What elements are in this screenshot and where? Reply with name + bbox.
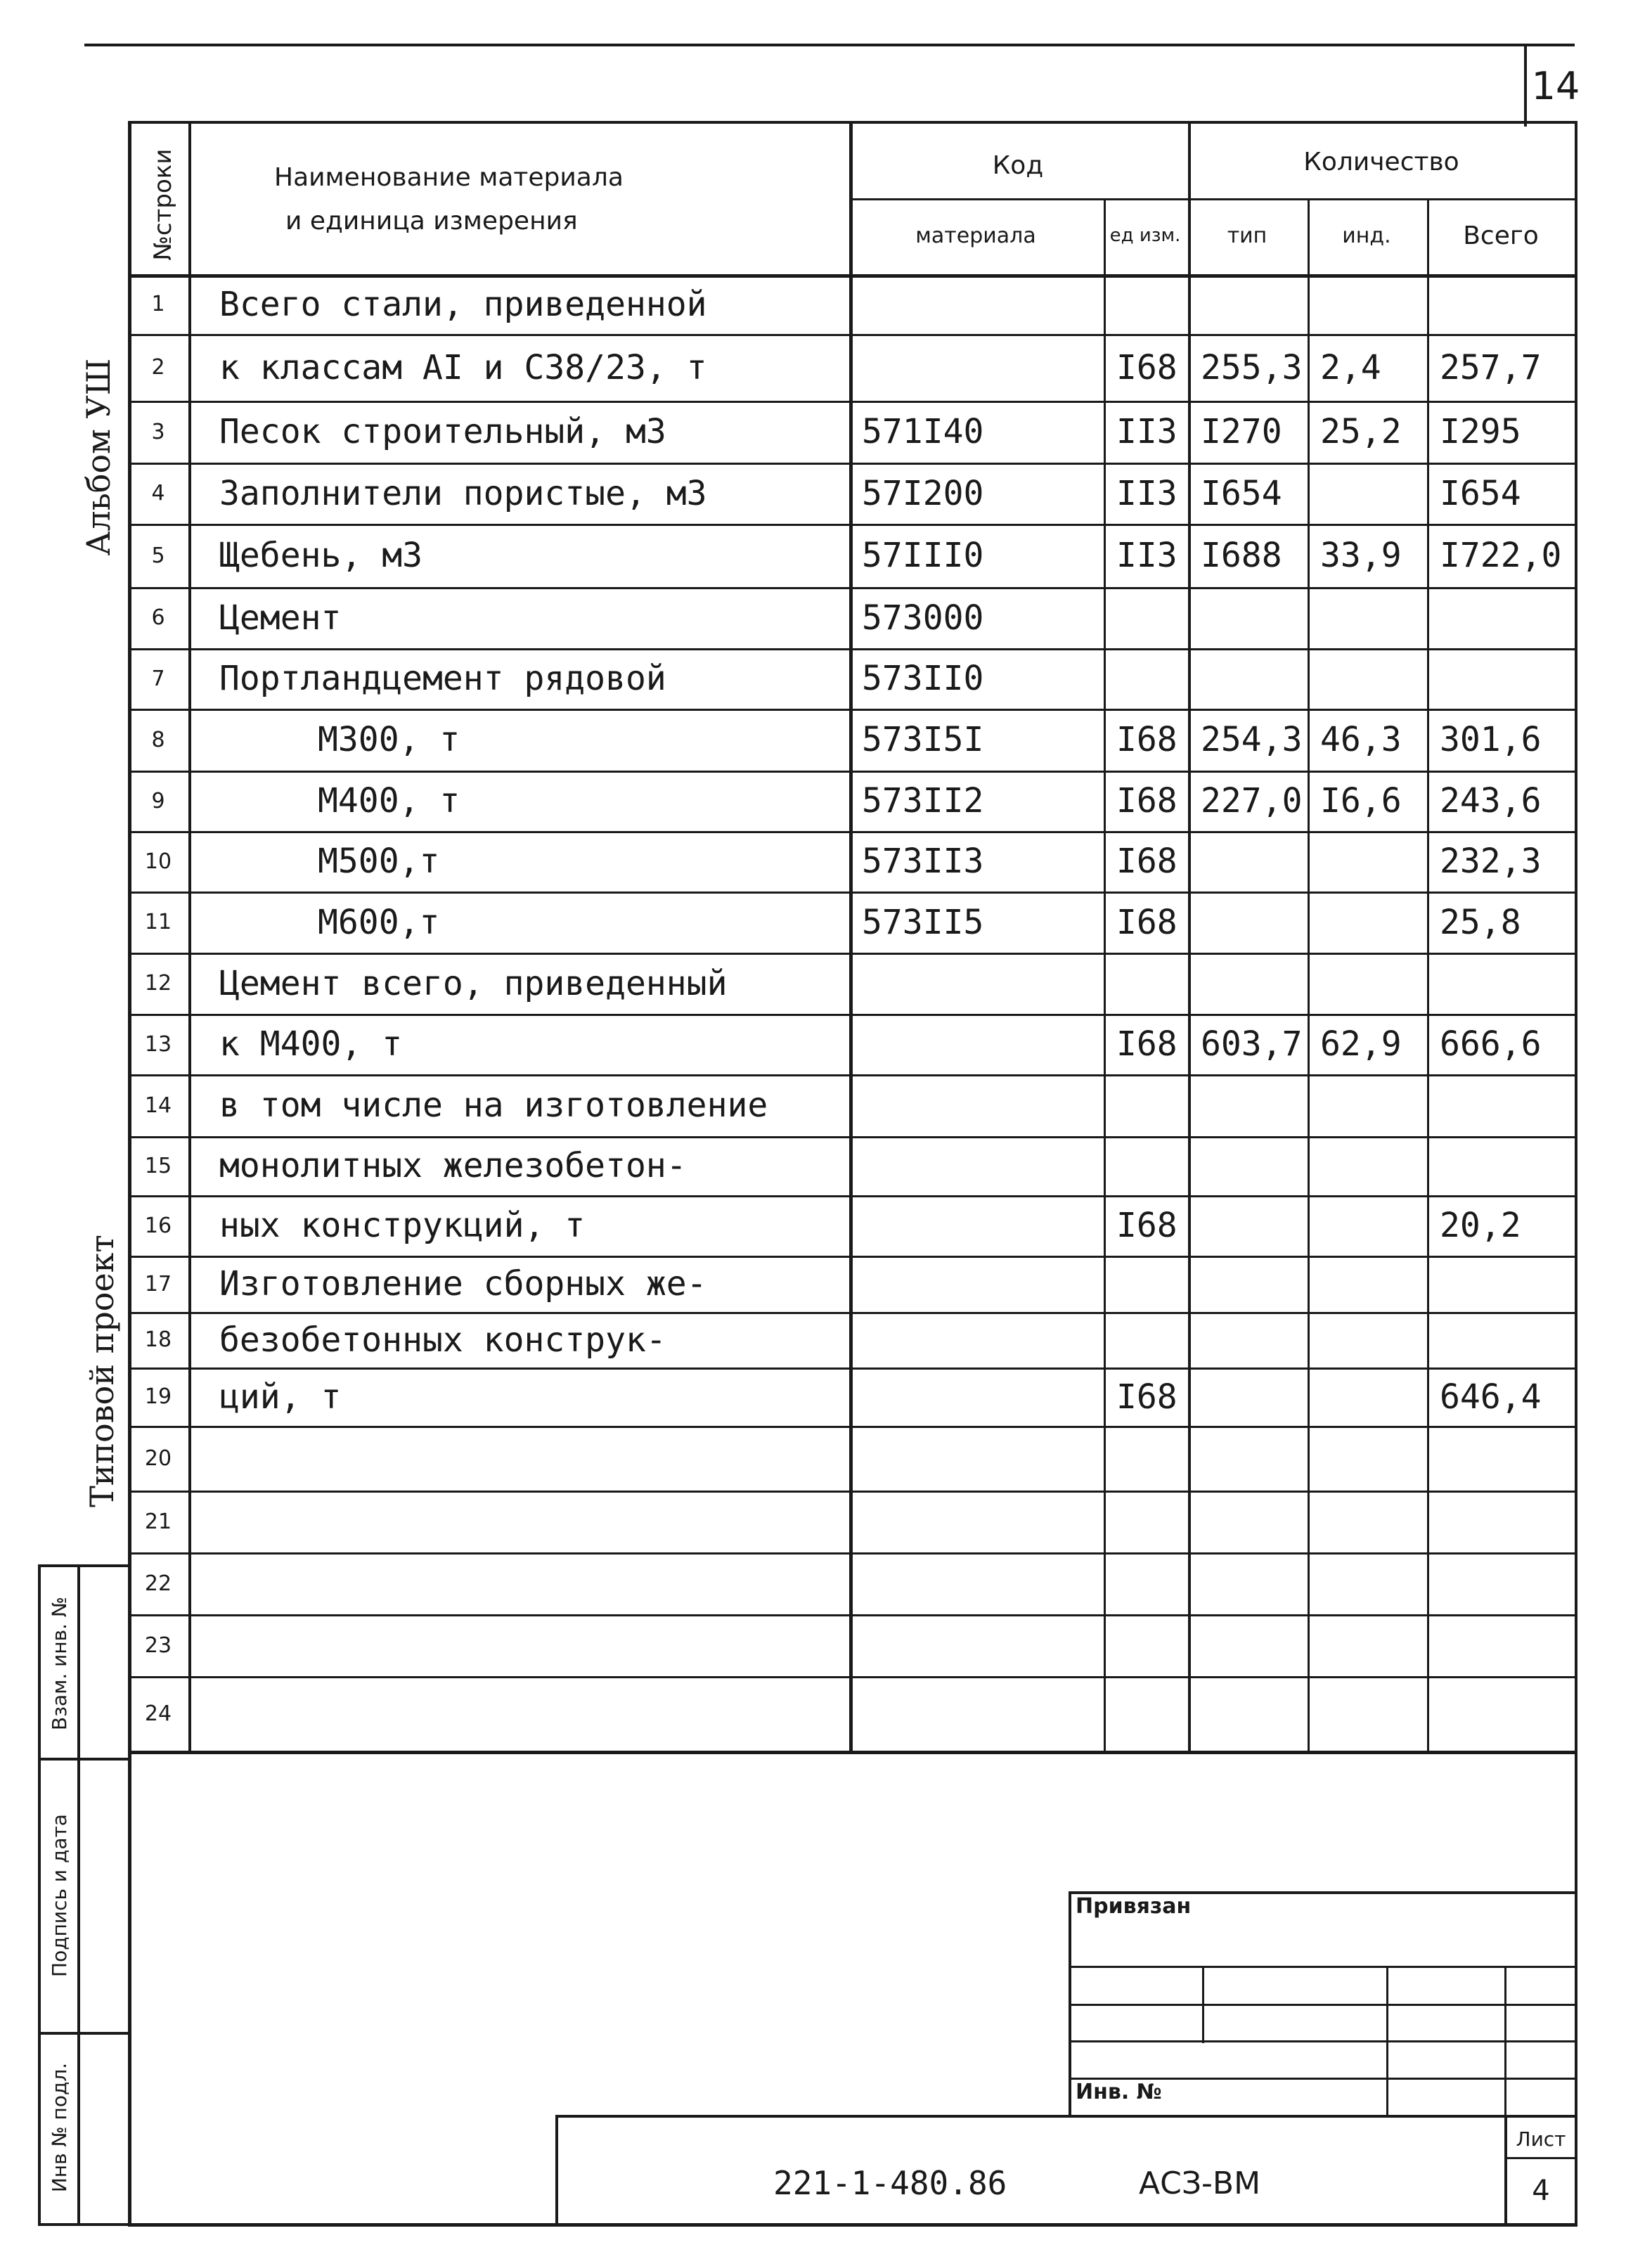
row-number: 9 [151,788,165,813]
row-name: Изготовление сборных же- [219,1264,707,1304]
row-type [1191,1077,1315,1133]
album-label: Альбом УШ [79,358,117,556]
project-label: Типовой проект [83,1235,121,1507]
row-number: 22 [144,1571,172,1596]
row-name: в том числе на изготовление [219,1086,768,1125]
row-type: 254,3 [1201,720,1303,759]
doc-code: 221-1-480.86 [773,2164,1007,2202]
row-total [1430,1139,1582,1192]
header-row-number: №строки [149,148,177,261]
row-total [1430,651,1582,706]
row-type [1191,1370,1315,1423]
row-unit: I68 [1116,1377,1177,1417]
row-total: 666,6 [1440,1024,1542,1064]
row-code [852,1493,1111,1550]
row-total [1430,955,1582,1011]
row-ind [1310,651,1434,706]
title-block-left [555,2115,558,2225]
row-unit [1106,1259,1195,1309]
row-type [1191,1429,1315,1488]
row-number: 2 [151,355,165,380]
stamp-grid-h3 [1069,2040,1575,2042]
row-line [128,648,1575,650]
row-unit [1106,277,1195,331]
title-block-top [555,2115,1575,2118]
row-name [191,1429,875,1488]
row-name: ций, т [219,1377,342,1417]
row-name: Всего стали, приведенной [219,284,707,324]
row-code [852,955,1111,1011]
row-line [128,1426,1575,1428]
row-number: 17 [144,1271,172,1296]
row-total [1430,1617,1582,1673]
row-ind [1310,1679,1434,1748]
row-line [128,831,1575,833]
row-name [191,1555,875,1611]
row-total: 232,3 [1440,842,1542,881]
row-number: 7 [151,666,165,691]
row-number: 21 [144,1509,172,1534]
row-name [191,1679,875,1748]
row-ind: 33,9 [1320,536,1402,575]
row-code [852,1139,1111,1192]
row-code: 573II3 [862,842,984,881]
row-ind [1310,1139,1434,1192]
row-total [1430,1679,1582,1748]
stamp-grid-v1 [1202,1966,1204,2043]
row-number: 13 [144,1031,172,1057]
row-ind [1310,1315,1434,1365]
row-number: 19 [144,1384,172,1409]
row-unit [1106,590,1195,645]
header-name-line1: Наименование материала [274,163,624,192]
page-number-box-left [1524,44,1527,127]
row-line [128,1676,1575,1678]
row-type [1191,1139,1315,1192]
row-name [191,1617,875,1673]
row-line [128,1312,1575,1314]
row-total: I295 [1440,412,1521,451]
row-ind [1310,894,1434,950]
row-type [1191,590,1315,645]
row-name: к классам AI и C38/23, т [219,347,707,387]
row-total [1430,1555,1582,1611]
row-unit: I68 [1116,1206,1177,1245]
row-code: 573I5I [862,720,984,759]
row-line [128,1256,1575,1258]
row-total [1430,1077,1582,1133]
row-unit [1106,1077,1195,1133]
table-bottom-line [128,1751,1575,1754]
row-name: Цемент всего, приведенный [219,963,728,1003]
row-name [191,1493,875,1550]
row-ind [1310,1370,1434,1423]
row-code: 57III0 [862,536,984,575]
left-stamp-inner [77,1564,80,2225]
row-number: 20 [144,1446,172,1471]
row-type [1191,1617,1315,1673]
row-number: 10 [144,849,172,874]
row-type: 603,7 [1201,1024,1303,1064]
row-unit: I68 [1116,781,1177,820]
row-name: Заполнители пористые, м3 [219,473,707,513]
row-ind [1310,834,1434,889]
row-name: к М400, т [219,1024,403,1064]
sheet-number: 4 [1532,2175,1550,2207]
row-ind [1310,590,1434,645]
row-total [1430,1259,1582,1309]
row-code [852,1617,1111,1673]
row-code [852,337,1111,398]
row-unit: I68 [1116,1024,1177,1064]
row-code [852,1370,1111,1423]
title-block-sheet-line [1504,2157,1575,2159]
row-code: 573II0 [862,659,984,698]
row-type: I654 [1201,473,1282,513]
row-ind: 25,2 [1320,412,1402,451]
header-qty-ind: инд. [1342,223,1391,248]
sheet-label: Лист [1516,2127,1566,2151]
row-code [852,1077,1111,1133]
row-code [852,1679,1111,1748]
row-number: 8 [151,727,165,752]
row-ind: 62,9 [1320,1024,1402,1064]
stamp-privyazan: Привязан [1076,1894,1192,1919]
row-number: 12 [144,971,172,996]
row-code [852,1259,1111,1309]
row-line [128,334,1575,336]
row-name: М500,т [318,842,440,881]
stamp-grid-h2 [1069,2004,1575,2006]
row-ind [1310,1198,1434,1253]
row-number: 5 [151,543,165,568]
vzam-inv-label: Взам. инв. № [47,1596,71,1731]
row-number: 15 [144,1153,172,1178]
row-type [1191,955,1315,1011]
page-number: 14 [1531,63,1580,108]
row-unit [1106,1139,1195,1192]
row-line [128,401,1575,403]
row-type [1191,1555,1315,1611]
row-name: М400, т [318,781,460,820]
row-ind: 46,3 [1320,720,1402,759]
row-total: 20,2 [1440,1206,1521,1245]
row-type: I270 [1201,412,1282,451]
left-stamp-outer [38,1564,41,2225]
row-line [128,1136,1575,1138]
row-unit: II3 [1116,473,1177,513]
row-number: 14 [144,1093,172,1118]
row-name: М600,т [318,902,440,942]
row-type: 255,3 [1201,347,1303,387]
row-unit [1106,1555,1195,1611]
row-ind [1310,1555,1434,1611]
row-name: Цемент [219,598,342,638]
inv-podl-label: Инв № подл. [47,2062,71,2193]
row-type [1191,1493,1315,1550]
row-type [1191,1259,1315,1309]
row-name: ных конструкций, т [219,1206,586,1245]
row-total: I654 [1440,473,1521,513]
row-type [1191,834,1315,889]
row-total [1430,1493,1582,1550]
row-number: 24 [144,1701,172,1726]
row-type: 227,0 [1201,781,1303,820]
row-name: Песок строительный, м3 [219,412,666,451]
row-name: М300, т [318,720,460,759]
row-number: 18 [144,1327,172,1352]
row-ind [1310,1429,1434,1488]
row-type [1191,277,1315,331]
header-code-unit: ед изм. [1109,225,1181,246]
row-total [1430,1429,1582,1488]
row-unit: I68 [1116,902,1177,942]
row-code: 573II2 [862,781,984,820]
row-ind [1310,1077,1434,1133]
row-line [128,892,1575,894]
stamp-inv-no: Инв. № [1076,2080,1162,2104]
row-total: 257,7 [1440,347,1542,387]
row-total [1430,1315,1582,1365]
row-line [128,1014,1575,1016]
row-number: 1 [151,292,165,316]
row-type: I688 [1201,536,1282,575]
row-unit: I68 [1116,720,1177,759]
row-ind: 2,4 [1320,347,1381,387]
row-code: 571I40 [862,412,984,451]
header-code-material: материала [915,223,1036,248]
row-unit: I68 [1116,347,1177,387]
stamp-grid-v2 [1386,1966,1388,2116]
row-line [128,524,1575,526]
row-line [128,1552,1575,1555]
row-number: 3 [151,419,165,444]
row-name: Портландцемент рядовой [219,659,666,698]
row-type [1191,1198,1315,1253]
row-number: 23 [144,1633,172,1658]
row-ind [1310,277,1434,331]
row-line [128,709,1575,711]
row-line [128,587,1575,589]
podpis-data-label: Подпись и дата [47,1814,71,1977]
row-number: 11 [144,910,172,934]
row-line [128,1614,1575,1616]
row-number: 16 [144,1213,172,1238]
row-name: безобетонных конструк- [219,1320,666,1360]
row-type [1191,1679,1315,1748]
row-line [128,463,1575,465]
row-code: 573000 [862,598,984,638]
row-unit: II3 [1116,536,1177,575]
row-line [128,1367,1575,1370]
row-ind: I6,6 [1320,781,1402,820]
row-total: 646,4 [1440,1377,1542,1417]
row-unit: I68 [1116,842,1177,881]
frame-bottom [128,2223,1577,2227]
row-unit: II3 [1116,412,1177,451]
header-name-line2: и единица измерения [285,207,578,236]
row-ind [1310,1617,1434,1673]
row-type [1191,1315,1315,1365]
row-total [1430,590,1582,645]
row-unit [1106,955,1195,1011]
row-code [852,1017,1111,1071]
header-qty-total: Всего [1463,221,1539,250]
row-total: I722,0 [1440,536,1562,575]
row-line [128,1195,1575,1197]
row-code: 57I200 [862,473,984,513]
header-qty-type: тип [1227,223,1267,248]
row-name: монолитных железобетон- [219,1146,687,1185]
row-type [1191,894,1315,950]
row-ind [1310,1493,1434,1550]
row-unit [1106,1617,1195,1673]
row-code [852,1315,1111,1365]
row-code [852,277,1111,331]
row-line [128,1074,1575,1076]
row-code [852,1198,1111,1253]
row-ind [1310,955,1434,1011]
row-unit [1106,1679,1195,1748]
row-code: 573II5 [862,902,984,942]
top-border-line [84,44,1575,46]
row-line [128,1491,1575,1493]
header-mid-line [849,198,1575,200]
row-name: Щебень, м3 [219,536,422,575]
row-ind [1310,1259,1434,1309]
row-unit [1106,1315,1195,1365]
row-ind [1310,465,1434,521]
header-quantity: Количество [1303,147,1459,176]
row-total: 25,8 [1440,902,1521,942]
row-line [128,953,1575,955]
stamp-grid-h1 [1069,1966,1575,1968]
row-number: 6 [151,605,165,630]
row-unit [1106,1429,1195,1488]
row-total: 301,6 [1440,720,1542,759]
row-code [852,1555,1111,1611]
row-number: 4 [151,481,165,506]
row-code [852,1429,1111,1488]
row-unit [1106,651,1195,706]
stamp-grid-v3 [1504,1966,1506,2116]
doc-mark: АСЗ-ВМ [1139,2165,1261,2201]
row-total: 243,6 [1440,781,1542,820]
row-type [1191,651,1315,706]
row-line [128,771,1575,773]
row-unit [1106,1493,1195,1550]
header-code: Код [992,150,1044,180]
row-total [1430,277,1582,331]
